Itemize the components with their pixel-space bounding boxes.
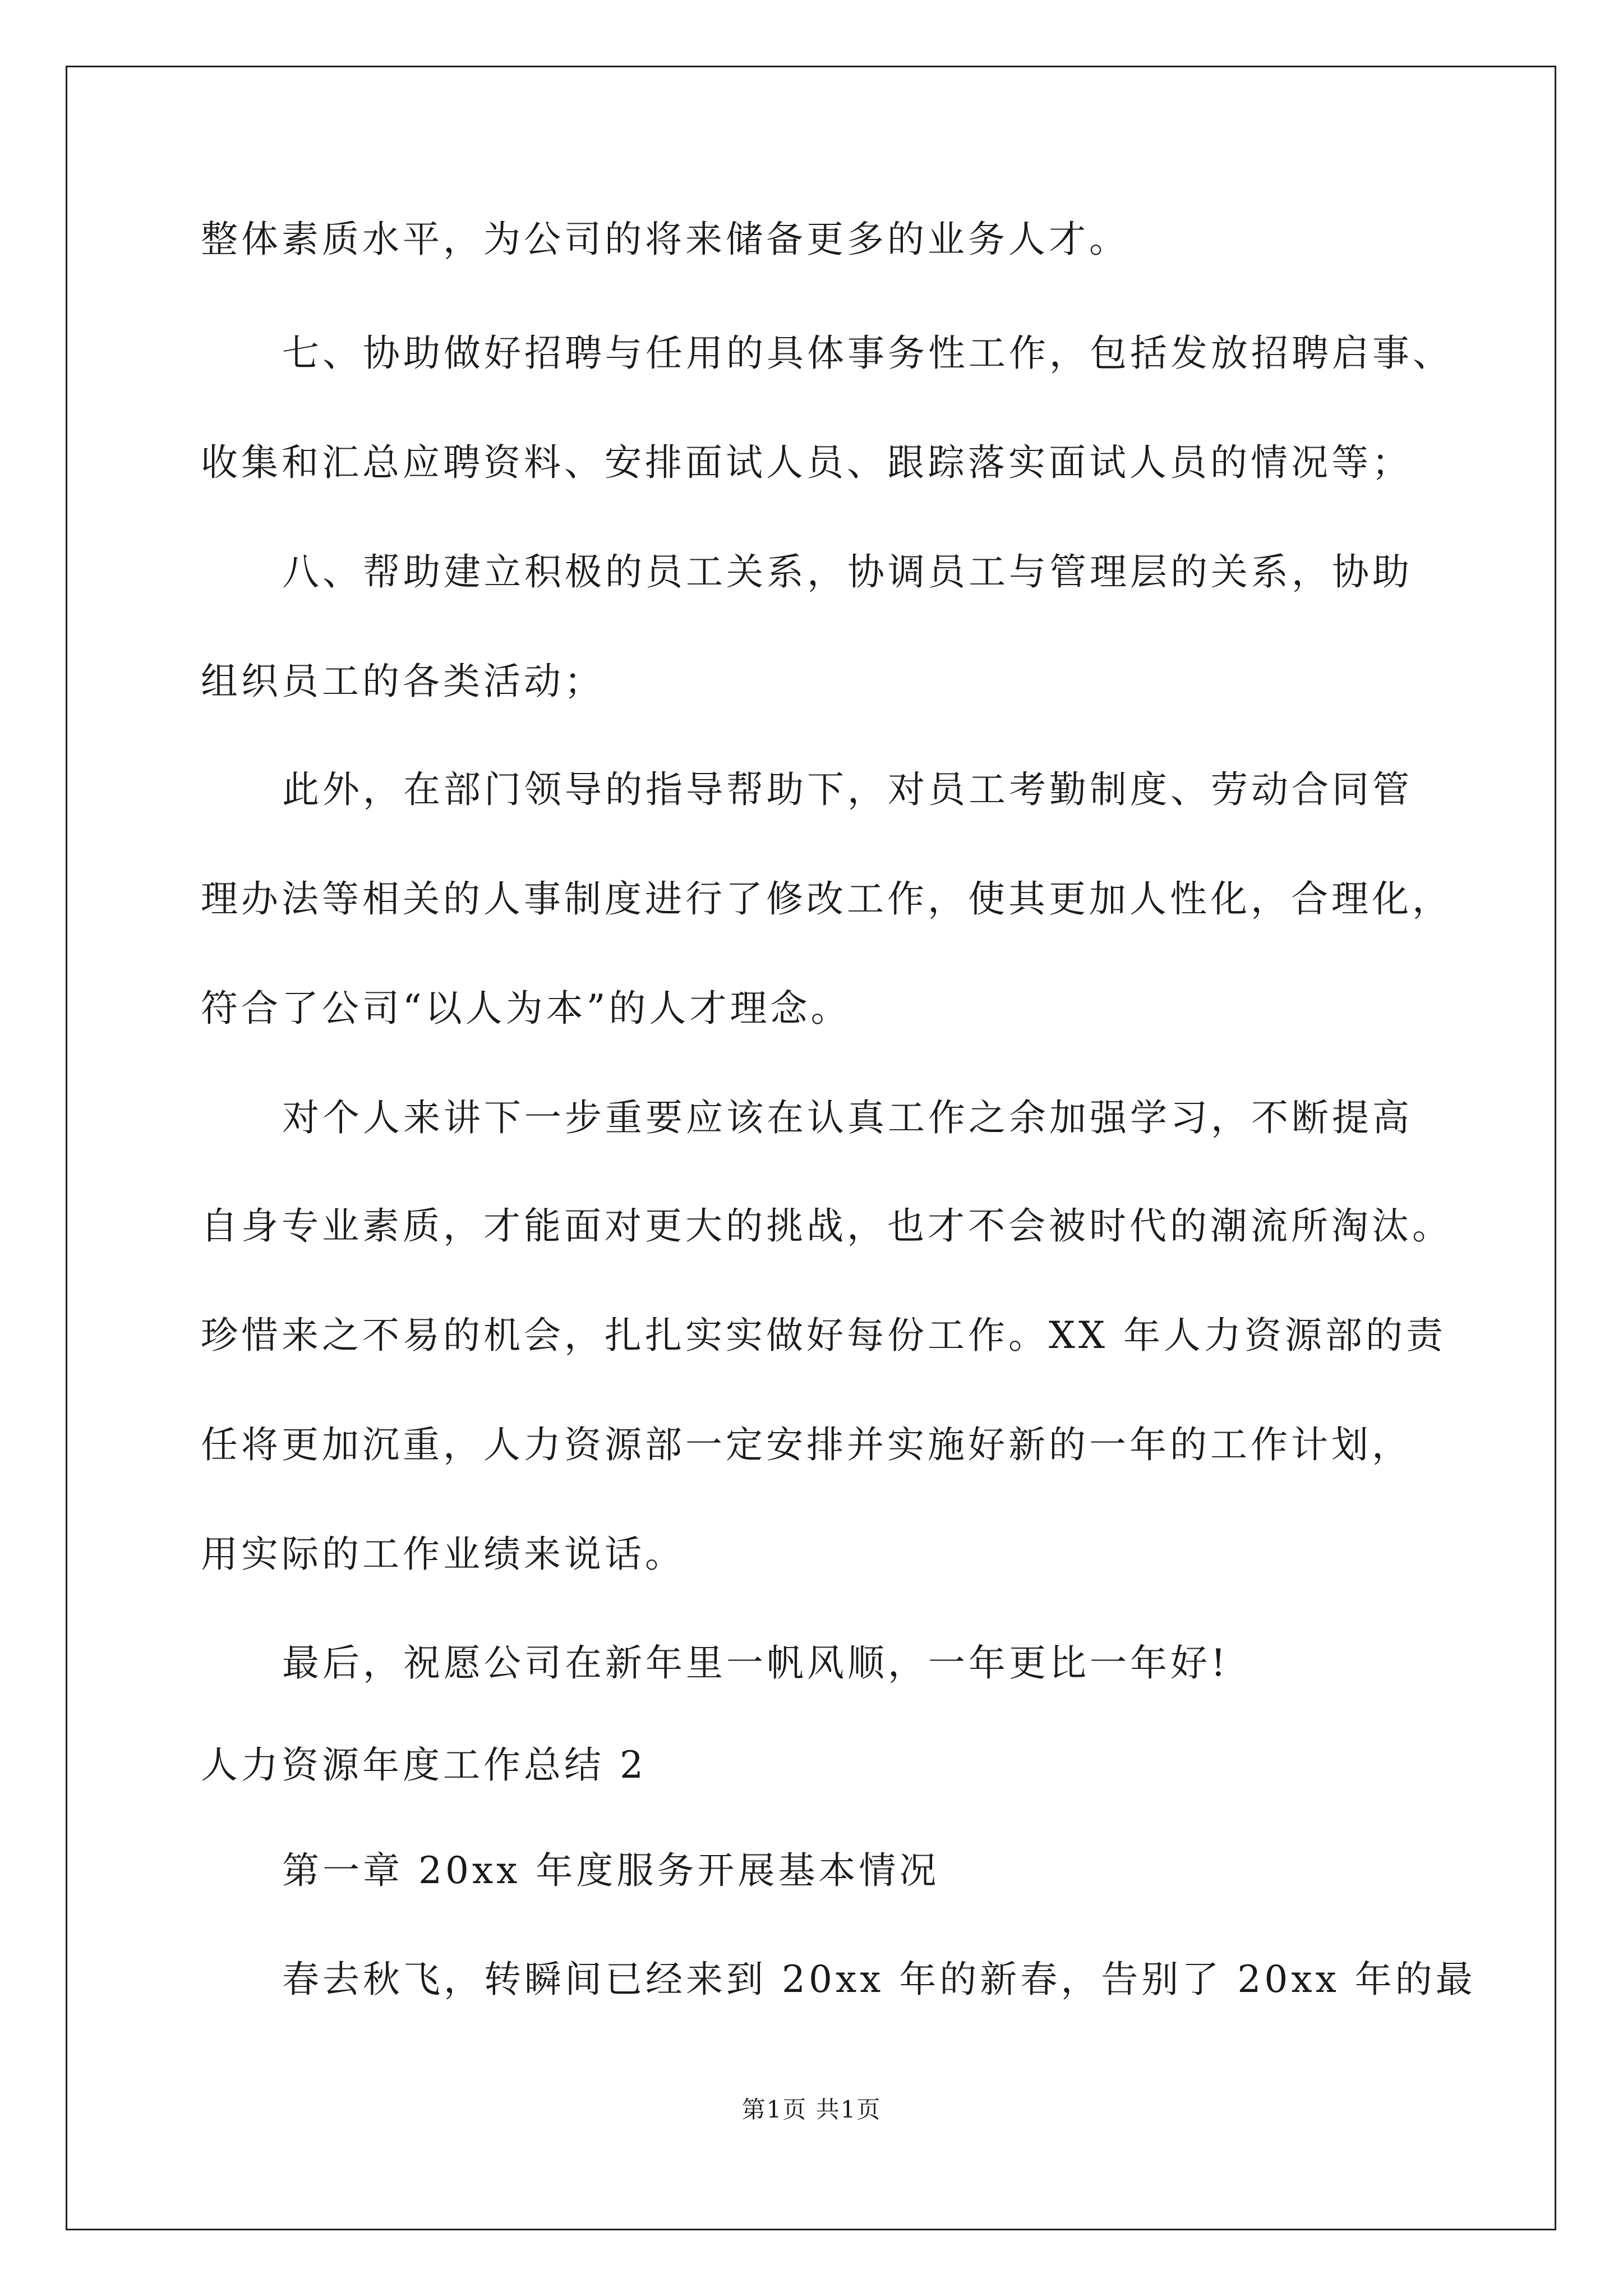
body-text-line-7: 理办法等相关的人事制度进行了修改工作，使其更加人性化，合理化， [201, 877, 1453, 921]
body-text-line-5: 组织员工的各类活动； [201, 660, 605, 703]
body-text-line-6: 此外，在部门领导的指导帮助下，对员工考勤制度、劳动合同管 [282, 768, 1413, 811]
section-heading: 人力资源年度工作总结 2 [201, 1743, 647, 1787]
body-text-line-14: 最后，祝愿公司在新年里一帆风顺，一年更比一年好! [282, 1641, 1229, 1685]
chapter-heading: 第一章 20xx 年度服务开展基本情况 [282, 1849, 940, 1892]
page-frame [66, 66, 1556, 2230]
body-text-line-9: 对个人来讲下一步重要应该在认真工作之余加强学习，不断提高 [282, 1096, 1413, 1139]
body-text-line-17: 春去秋飞，转瞬间已经来到 20xx 年的新春，告别了 20xx 年的最 [282, 1958, 1476, 2001]
body-text-line-8: 符合了公司“以人为本”的人才理念。 [201, 987, 851, 1030]
body-text-line-13: 用实际的工作业绩来说话。 [201, 1533, 685, 1576]
body-text-line-1: 整体素质水平，为公司的将来储备更多的业务人才。 [201, 218, 1129, 261]
body-text-line-2: 七、协助做好招聘与任用的具体事务性工作，包括发放招聘启事、 [282, 332, 1453, 375]
page-number-footer: 第1页 共1页 [741, 2096, 882, 2123]
body-text-line-3: 收集和汇总应聘资料、安排面试人员、跟踪落实面试人员的情况等； [201, 441, 1412, 484]
body-text-line-10: 自身专业素质，才能面对更大的挑战，也才不会被时代的潮流所淘汰。 [201, 1204, 1453, 1248]
body-text-line-4: 八、帮助建立积极的员工关系，协调员工与管理层的关系，协助 [282, 550, 1413, 593]
body-text-line-11: 珍惜来之不易的机会，扎扎实实做好每份工作。XX 年人力资源部的责 [201, 1314, 1446, 1357]
body-text-line-12: 任将更加沉重，人力资源部一定安排并实施好新的一年的工作计划， [201, 1423, 1412, 1466]
